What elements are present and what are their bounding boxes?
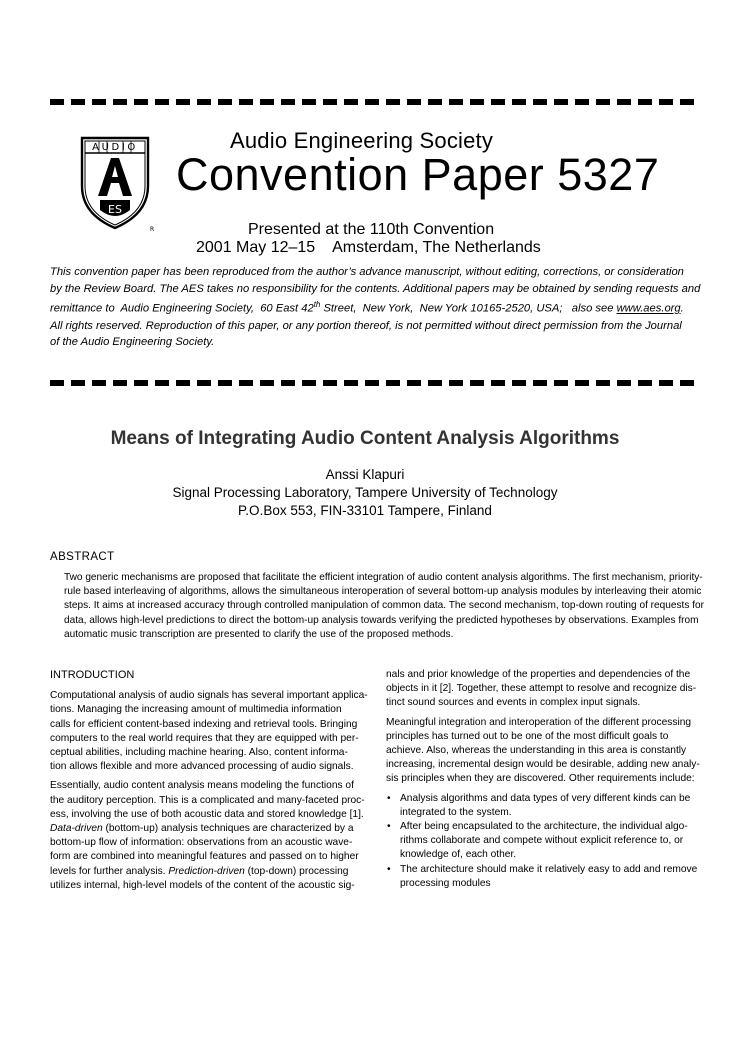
paper-title: Means of Integrating Audio Content Analysis Algorithms xyxy=(110,428,620,449)
notice-line-text: remittance to Audio Engineering Society, 60 East 42 xyxy=(50,302,314,315)
author-affiliation: Signal Processing Laboratory, Tampere University of Technology xyxy=(172,485,558,500)
logo-registered-mark: R xyxy=(150,226,155,233)
abstract-line: rule based interleaving of algorithms, allows the simultaneous interoperation of several bottom-up analysis modules by interleaving their atomic xyxy=(64,586,702,598)
left-column xyxy=(50,668,368,898)
term-prediction-driven: Prediction-driven xyxy=(168,865,245,877)
aes-website-link[interactable]: www.aes.org xyxy=(616,302,681,315)
text-line: • Analysis algorithms and data types of very different kinds can be xyxy=(400,792,691,804)
logo-bottom-text: ES xyxy=(108,203,122,216)
text-line: ess, involving the use of both acoustic data and stored knowledge [1]. xyxy=(50,808,364,820)
text-line xyxy=(50,822,368,836)
list-item xyxy=(386,792,704,820)
text-line: ceptual abilities, including machine hearing. Also, content informa- xyxy=(50,747,348,759)
intro-paragraph-2 xyxy=(50,779,368,893)
copyright-notice xyxy=(50,264,702,351)
abstract-line: steps. It aims at increased accuracy through controlled manipulation of common data. The second mechanism, top-down routing of requests for xyxy=(64,600,704,612)
notice-line: All rights reserved. Reproduction of this paper, or any portion thereof, is not permitted without direct permission from the Journal xyxy=(50,319,682,332)
intro-paragraph-4 xyxy=(386,716,704,787)
date-location: 2001 May 12–15 Amsterdam, The Netherlands xyxy=(196,239,541,256)
abstract-line: Two generic mechanisms are proposed that facilitate the efficient integration of audio content analysis algorithms. The first mechanism, priority- xyxy=(64,572,703,583)
notice-line: by the Review Board. The AES takes no responsibility for the contents. Additional papers may be obtained by sending requests and xyxy=(50,282,701,295)
abstract-line: automatic music transcription are presented to clarify the use of the proposed methods. xyxy=(64,628,454,640)
text-line: sis principles when they are discovered. Other requirements include: xyxy=(386,773,695,785)
intro-paragraph-3 xyxy=(386,668,704,711)
notice-line xyxy=(50,297,702,317)
intro-paragraph-1 xyxy=(50,689,368,774)
list-item xyxy=(386,820,704,863)
right-column xyxy=(386,668,704,891)
text-line: bottom-up flow of information: observations from an acoustic wave- xyxy=(50,837,353,849)
text-line: computers to the real world requires that they are equipped with per- xyxy=(50,732,359,744)
text-fragment: (top-down) processing xyxy=(244,865,349,877)
text-line: the auditory perception. This is a complicated and many-faceted proc- xyxy=(50,794,365,806)
notice-line: This convention paper has been reproduced from the author’s advance manuscript, without editing, corrections, or consideration xyxy=(50,266,684,278)
text-line: form are combined into meaningful features and passed on to higher xyxy=(50,851,359,863)
text-line: utilizes internal, high-level models of the content of the acoustic sig- xyxy=(50,879,355,891)
text-line: rithms collaborate and compete without explicit reference to, or xyxy=(400,835,684,847)
abstract-line: data, allows high-level predictions to direct the bottom-up analysis towards verifying the predicted hypotheses by observations. Examples from xyxy=(64,614,699,626)
logo-top-text: AUDIO xyxy=(92,142,138,153)
abstract-body xyxy=(64,571,704,642)
text-fragment: levels for further analysis. xyxy=(50,865,169,877)
text-line: objects in it [2]. Together, these attempt to resolve and recognize dis- xyxy=(386,683,697,695)
notice-period: . xyxy=(680,302,684,315)
list-item xyxy=(386,863,704,891)
top-dashed-rule xyxy=(50,99,698,105)
text-line: increasing, incremental design would be desirable, adding new analy- xyxy=(386,759,700,771)
notice-line: of the Audio Engineering Society. xyxy=(50,336,215,349)
text-line xyxy=(50,865,368,879)
text-line: knowledge of, each other. xyxy=(400,849,517,861)
text-line: tions. Managing the increasing amount of multimedia information xyxy=(50,704,342,716)
author-name: Anssi Klapuri xyxy=(325,467,405,482)
text-line: tinct sound sources and events in complex input signals. xyxy=(386,697,641,709)
text-fragment: (bottom-up) analysis techniques are characterized by a xyxy=(102,823,354,835)
aes-logo xyxy=(78,134,156,234)
organization-name: Audio Engineering Society xyxy=(230,128,494,153)
presented-at: Presented at the 110th Convention xyxy=(248,221,495,238)
text-line: processing modules xyxy=(400,877,491,889)
abstract-heading: ABSTRACT xyxy=(50,551,115,563)
middle-dashed-rule xyxy=(50,380,698,386)
text-line: • After being encapsulated to the architecture, the individual algo- xyxy=(400,821,688,833)
text-line: tion allows flexible and more advanced processing of audio signals. xyxy=(50,761,354,773)
text-line: achieve. Also, whereas the understanding in this area is constantly xyxy=(386,745,687,757)
text-line: Computational analysis of audio signals has several important applica- xyxy=(50,690,368,702)
text-line: calls for efficient content-based indexing and retrieval tools. Bringing xyxy=(50,718,358,730)
text-line: • The architecture should make it relatively easy to add and remove xyxy=(400,863,698,875)
text-line: nals and prior knowledge of the properties and dependencies of the xyxy=(386,669,691,680)
introduction-heading: INTRODUCTION xyxy=(50,669,135,681)
notice-line-text: Street, New York, New York 10165-2520, USA; also see xyxy=(320,302,617,315)
text-line: principles has turned out to be one of the most difficult goals to xyxy=(386,730,669,742)
author-address: P.O.Box 553, FIN-33101 Tampere, Finland xyxy=(238,503,492,518)
convention-paper-label: Convention Paper 5327 xyxy=(176,149,660,200)
text-line: integrated to the system. xyxy=(400,806,512,818)
text-line: Essentially, audio content analysis means modeling the functions of xyxy=(50,780,354,792)
notice-superscript: th xyxy=(313,300,321,310)
term-data-driven: Data-driven xyxy=(50,823,103,835)
requirements-list xyxy=(386,792,704,891)
text-line: Meaningful integration and interoperation of the different processing xyxy=(386,716,692,728)
author-block xyxy=(0,466,730,520)
